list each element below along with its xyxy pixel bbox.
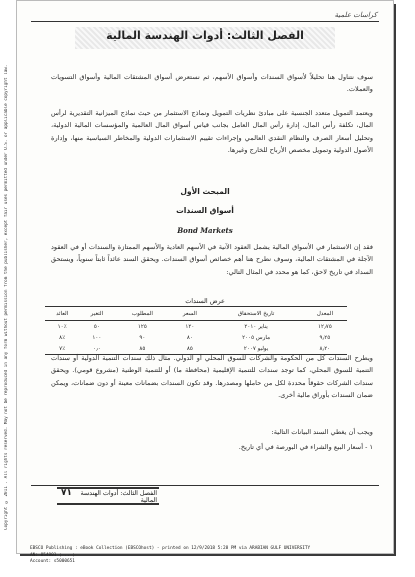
table-cell: ٨٠	[186, 334, 193, 341]
table-cell: يناير ٢٠١٠	[244, 323, 268, 330]
bond-table	[45, 306, 347, 355]
paragraph-features-intro: ويجب أن يغطي السند البيانات التالية:	[271, 428, 373, 436]
table-row	[45, 332, 347, 343]
paragraph-second: ويعتمد التمويل متعدد الجنسية على مبادئ نظريات التمويل ونماذج الاستثمار من حيث نماذج الميزانية التقديرية لرأس المال، تكلفة رأس المال، إدارة رأس المال العامل بجانب قياس أسواق المال العالمية والمؤسسات المالية الدولية، وتحليل أسعار الصرف والنظام النقدي العالمي وإجراءات تقييم الاستثمارات الدولية والمخاطر السياسية منها، وإدارة الأصول الدولية وتمويل مخصص الأرباح للخارج وغيرها.	[51, 109, 373, 154]
table-cell: ٨٥	[170, 343, 209, 355]
paragraph-after-table: ويطرح السندات كل من الحكومة والشركات للسوق المحلي أو الدولي. مثال ذلك سندات التنمية الدولية أو سندات التنمية للسوق المحلي، كما توجد سندات للتنمية الإقليمية (محافظة ما) أو للتنمية الوطنية (مشروع قومي). ويحقق سندات الشركات حقوقاً محددة لكل من حاملها ومصدرها. وقد تكون السندات بضمانات معينة أو دون ضمانات، ويمكن ضمان السندات بأوراق مالية أخرى.	[51, 354, 373, 399]
column-header: السعر	[170, 307, 209, 321]
table-cell: ٪٨	[59, 334, 66, 341]
ebsco-line: AN: 854001 ; .. ;	[30, 552, 75, 558]
footer-chapter: الفصل الثالث: أدوات الهندسة المالية	[80, 490, 157, 504]
ebsco-print-info	[30, 546, 410, 566]
table-cell: ٨٥	[114, 343, 170, 355]
table-cell: ١٢٥	[137, 323, 147, 330]
page-number: ٧١	[61, 488, 72, 498]
chapter-title: الفصل الثالث: أدوات الهندسة المالية	[106, 29, 304, 42]
english-heading: Bond Markets	[177, 226, 233, 235]
table-cell: يوليو ٢٠٠٧	[209, 343, 302, 355]
table-cell: ١٢٠	[185, 323, 195, 330]
table-cell: ٠٫٠	[79, 343, 114, 355]
table-row	[45, 321, 347, 333]
copyright-notice: Copyright © 2011 . All rights reserved. May not be reproduced in any form without permission from the publisher, except fair uses permitted under U.S. or applicable copyright law.	[4, 64, 9, 530]
table-cell: ٩٠	[139, 334, 146, 341]
column-header: المطلوب	[114, 307, 170, 321]
table-cell: ٨٫٢٠	[303, 343, 347, 355]
column-header: المعدل	[303, 307, 347, 321]
list-item: ١ - أسعار البيع والشراء في البورصة في أي تاريخ.	[238, 443, 373, 451]
column-header: العائد	[45, 307, 79, 321]
table-cell: ٪٧	[45, 343, 79, 355]
section-heading: المبحث الأول	[180, 187, 230, 196]
paragraph-intro: سوف نتناول هنا تحليلاً لأسواق السندات وأسواق الأسهم، ثم نستعرض أسواق المشتقات المالية وأسواق التسويات والعملات.	[51, 73, 373, 94]
table-cell: ٥٠	[93, 323, 100, 330]
column-header: التغير	[79, 307, 114, 321]
running-head: كراسات علمية	[334, 11, 377, 19]
table-cell: ١٠٠	[92, 334, 102, 341]
subsection-heading: أسواق السندات	[176, 206, 234, 215]
table-cell: ١٢٫٧٥	[317, 323, 332, 330]
column-header: تاريخ الاستحقاق	[209, 307, 302, 321]
footer-rule	[31, 485, 379, 486]
header-rule	[31, 21, 379, 22]
document-page	[16, 0, 394, 554]
ebsco-line: EBSCO Publishing : eBook Collection (EBSCOhost) - printed on 12/9/2018 5:28 PM via ARABIAN GULF UNIVERSITY	[30, 546, 311, 551]
table-cell: ٩٫٢٥	[319, 334, 331, 341]
table-cell: ٪١٠	[57, 323, 67, 330]
table-cell: مارس ٢٠٠٥	[242, 334, 271, 341]
table-caption: عرض السندات	[185, 297, 225, 305]
ebsco-line: Account: s5000651	[30, 559, 75, 564]
table-header-row	[45, 307, 347, 321]
paragraph-bonds-intro: فقد إن الاستثمار في الأسواق المالية يشمل العقود الآنية في الأسهم العادية والأسهم الممتازة والسندات أو في العقود الآجلة في المشتقات المالية، وسوف نطرح هنا أهم خصائص أسواق السندات. ويحقق السند عائداً ثابتاً سنوياً، ويستحق السداد في تاريخ لاحق، كما هو محدد في المثال التالي:	[51, 243, 373, 276]
